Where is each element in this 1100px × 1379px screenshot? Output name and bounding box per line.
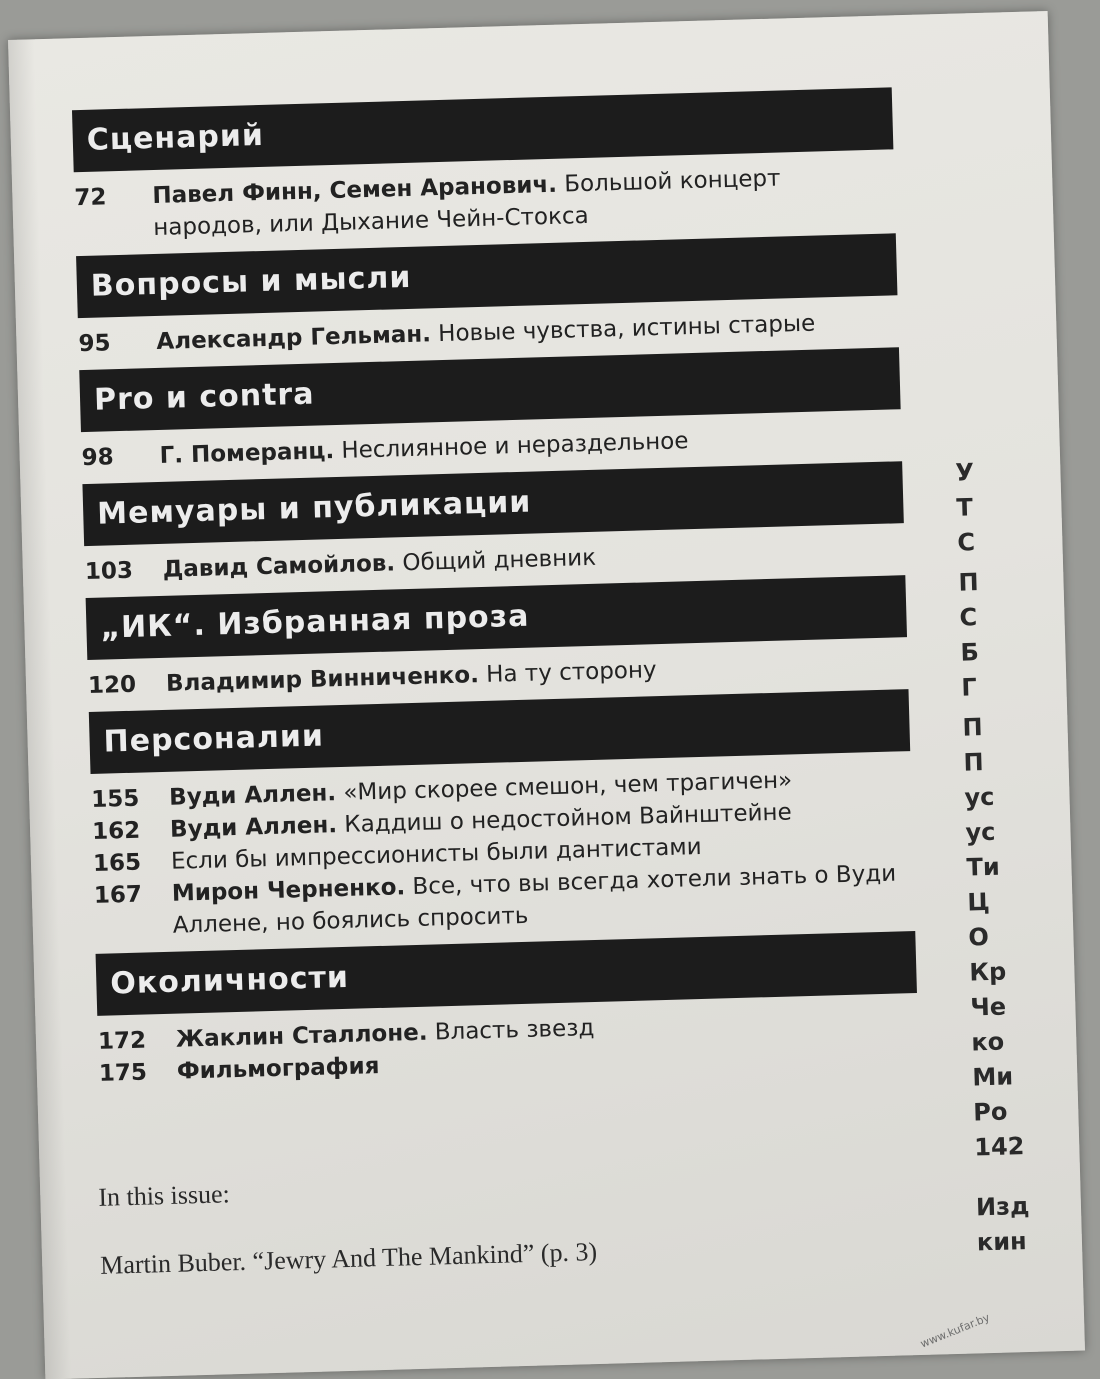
adjacent-text-fragment: Ти bbox=[966, 852, 1001, 882]
page-number: 167 bbox=[93, 881, 143, 909]
entry-title: На ту сторону bbox=[485, 657, 657, 688]
adjacent-text-fragment: Кр bbox=[969, 957, 1007, 987]
page-number: 72 bbox=[74, 184, 107, 212]
entry-author: Фильмография bbox=[176, 1053, 380, 1085]
adjacent-text-fragment: ко bbox=[970, 1027, 1005, 1057]
page-number: 103 bbox=[84, 557, 134, 586]
page-edge-shadow bbox=[8, 39, 71, 1379]
page-number: 175 bbox=[98, 1059, 148, 1087]
section-heading: Околичности bbox=[96, 931, 917, 1016]
entry-author: Г. Померанц. bbox=[159, 438, 335, 469]
adjacent-text-fragment: С bbox=[957, 528, 976, 557]
page-number: 172 bbox=[97, 1027, 147, 1055]
entry-author: Вуди Аллен. bbox=[169, 812, 338, 843]
entry-author: Жаклин Сталлоне. bbox=[175, 1019, 428, 1053]
section-heading: Персоналии bbox=[89, 689, 910, 774]
adjacent-text-fragment: П bbox=[962, 713, 984, 742]
entry-title: Общий дневник bbox=[402, 544, 597, 577]
adjacent-text-fragment: Ми bbox=[971, 1062, 1014, 1092]
adjacent-text-fragment: С bbox=[959, 603, 978, 632]
entry-text bbox=[152, 159, 895, 244]
page-number: 95 bbox=[78, 330, 111, 358]
entry-title: Новые чувства, истины старые bbox=[437, 310, 816, 348]
section-heading: Сценарий bbox=[72, 87, 893, 172]
section-heading: Мемуары и публикации bbox=[82, 461, 903, 546]
adjacent-text-fragment: Б bbox=[960, 638, 980, 667]
entry-list bbox=[74, 159, 895, 246]
adjacent-text-fragment: Т bbox=[956, 493, 974, 522]
adjacent-text-fragment: Ро bbox=[972, 1097, 1008, 1127]
watermark: www.kufar.by bbox=[918, 1310, 992, 1351]
entry-author: Павел Финн, Семен Аранович. bbox=[152, 171, 558, 210]
entry-title: Неслиянное и нераздельное bbox=[341, 428, 689, 464]
toc-entry bbox=[74, 159, 895, 246]
entry-title: Все, что вы всегда хотели знать о Вуди Аллене, но боялись спросить bbox=[172, 860, 897, 939]
section-heading: Pro и contra bbox=[79, 347, 900, 432]
entry-author: Александр Гельман. bbox=[156, 321, 432, 355]
page-number: 165 bbox=[92, 849, 142, 877]
adjacent-page-fragments bbox=[953, 385, 1100, 1348]
adjacent-text-fragment: Г bbox=[961, 673, 978, 702]
entry-author: Вуди Аллен. bbox=[168, 780, 337, 811]
adjacent-text-fragment: ус bbox=[964, 782, 995, 812]
adjacent-text-fragment: Ц bbox=[967, 887, 991, 917]
adjacent-text-fragment: кин bbox=[976, 1227, 1028, 1257]
table-of-contents bbox=[72, 77, 919, 1096]
adjacent-text-fragment: ус bbox=[965, 817, 996, 847]
adjacent-text-fragment: 142 bbox=[973, 1132, 1025, 1162]
entry-title: Власть звезд bbox=[434, 1015, 595, 1046]
page-number: 120 bbox=[87, 671, 137, 700]
entry-author: Давид Самойлов. bbox=[162, 550, 396, 583]
entry-title: Каддиш о недостойном Вайнштейне bbox=[343, 799, 793, 838]
adjacent-text-fragment: Че bbox=[969, 992, 1007, 1022]
section-heading: Вопросы и мысли bbox=[76, 233, 897, 318]
entry-list bbox=[98, 1003, 919, 1090]
adjacent-text-fragment: П bbox=[958, 568, 979, 597]
adjacent-text-fragment: О bbox=[968, 922, 990, 952]
section-heading: „ИК“. Избранная проза bbox=[86, 575, 907, 660]
adjacent-text-fragment: П bbox=[963, 748, 985, 777]
english-summary-line: Martin Buber. “Jewry And The Mankind” (p. 3) bbox=[99, 1237, 598, 1280]
in-this-issue-heading: In this issue: bbox=[97, 1179, 231, 1212]
page-number: 162 bbox=[91, 817, 141, 845]
page-number: 155 bbox=[90, 785, 140, 813]
entry-list bbox=[91, 761, 915, 944]
entry-title: Если бы импрессионисты были дантистами bbox=[170, 833, 702, 875]
magazine-page bbox=[8, 11, 1085, 1379]
entry-author: Владимир Винниченко. bbox=[165, 662, 480, 697]
page-number: 98 bbox=[81, 444, 115, 472]
entry-author: Мирон Черненко. bbox=[171, 874, 406, 907]
entry-title: Большой концерт народов, или Дыхание Чейн-Стокса bbox=[152, 165, 781, 242]
adjacent-text-fragment: У bbox=[955, 458, 975, 487]
entry-title: «Мир скорее смешон, чем трагичен» bbox=[343, 767, 793, 806]
adjacent-text-fragment: Изд bbox=[975, 1191, 1030, 1222]
english-summary bbox=[98, 1160, 920, 1281]
